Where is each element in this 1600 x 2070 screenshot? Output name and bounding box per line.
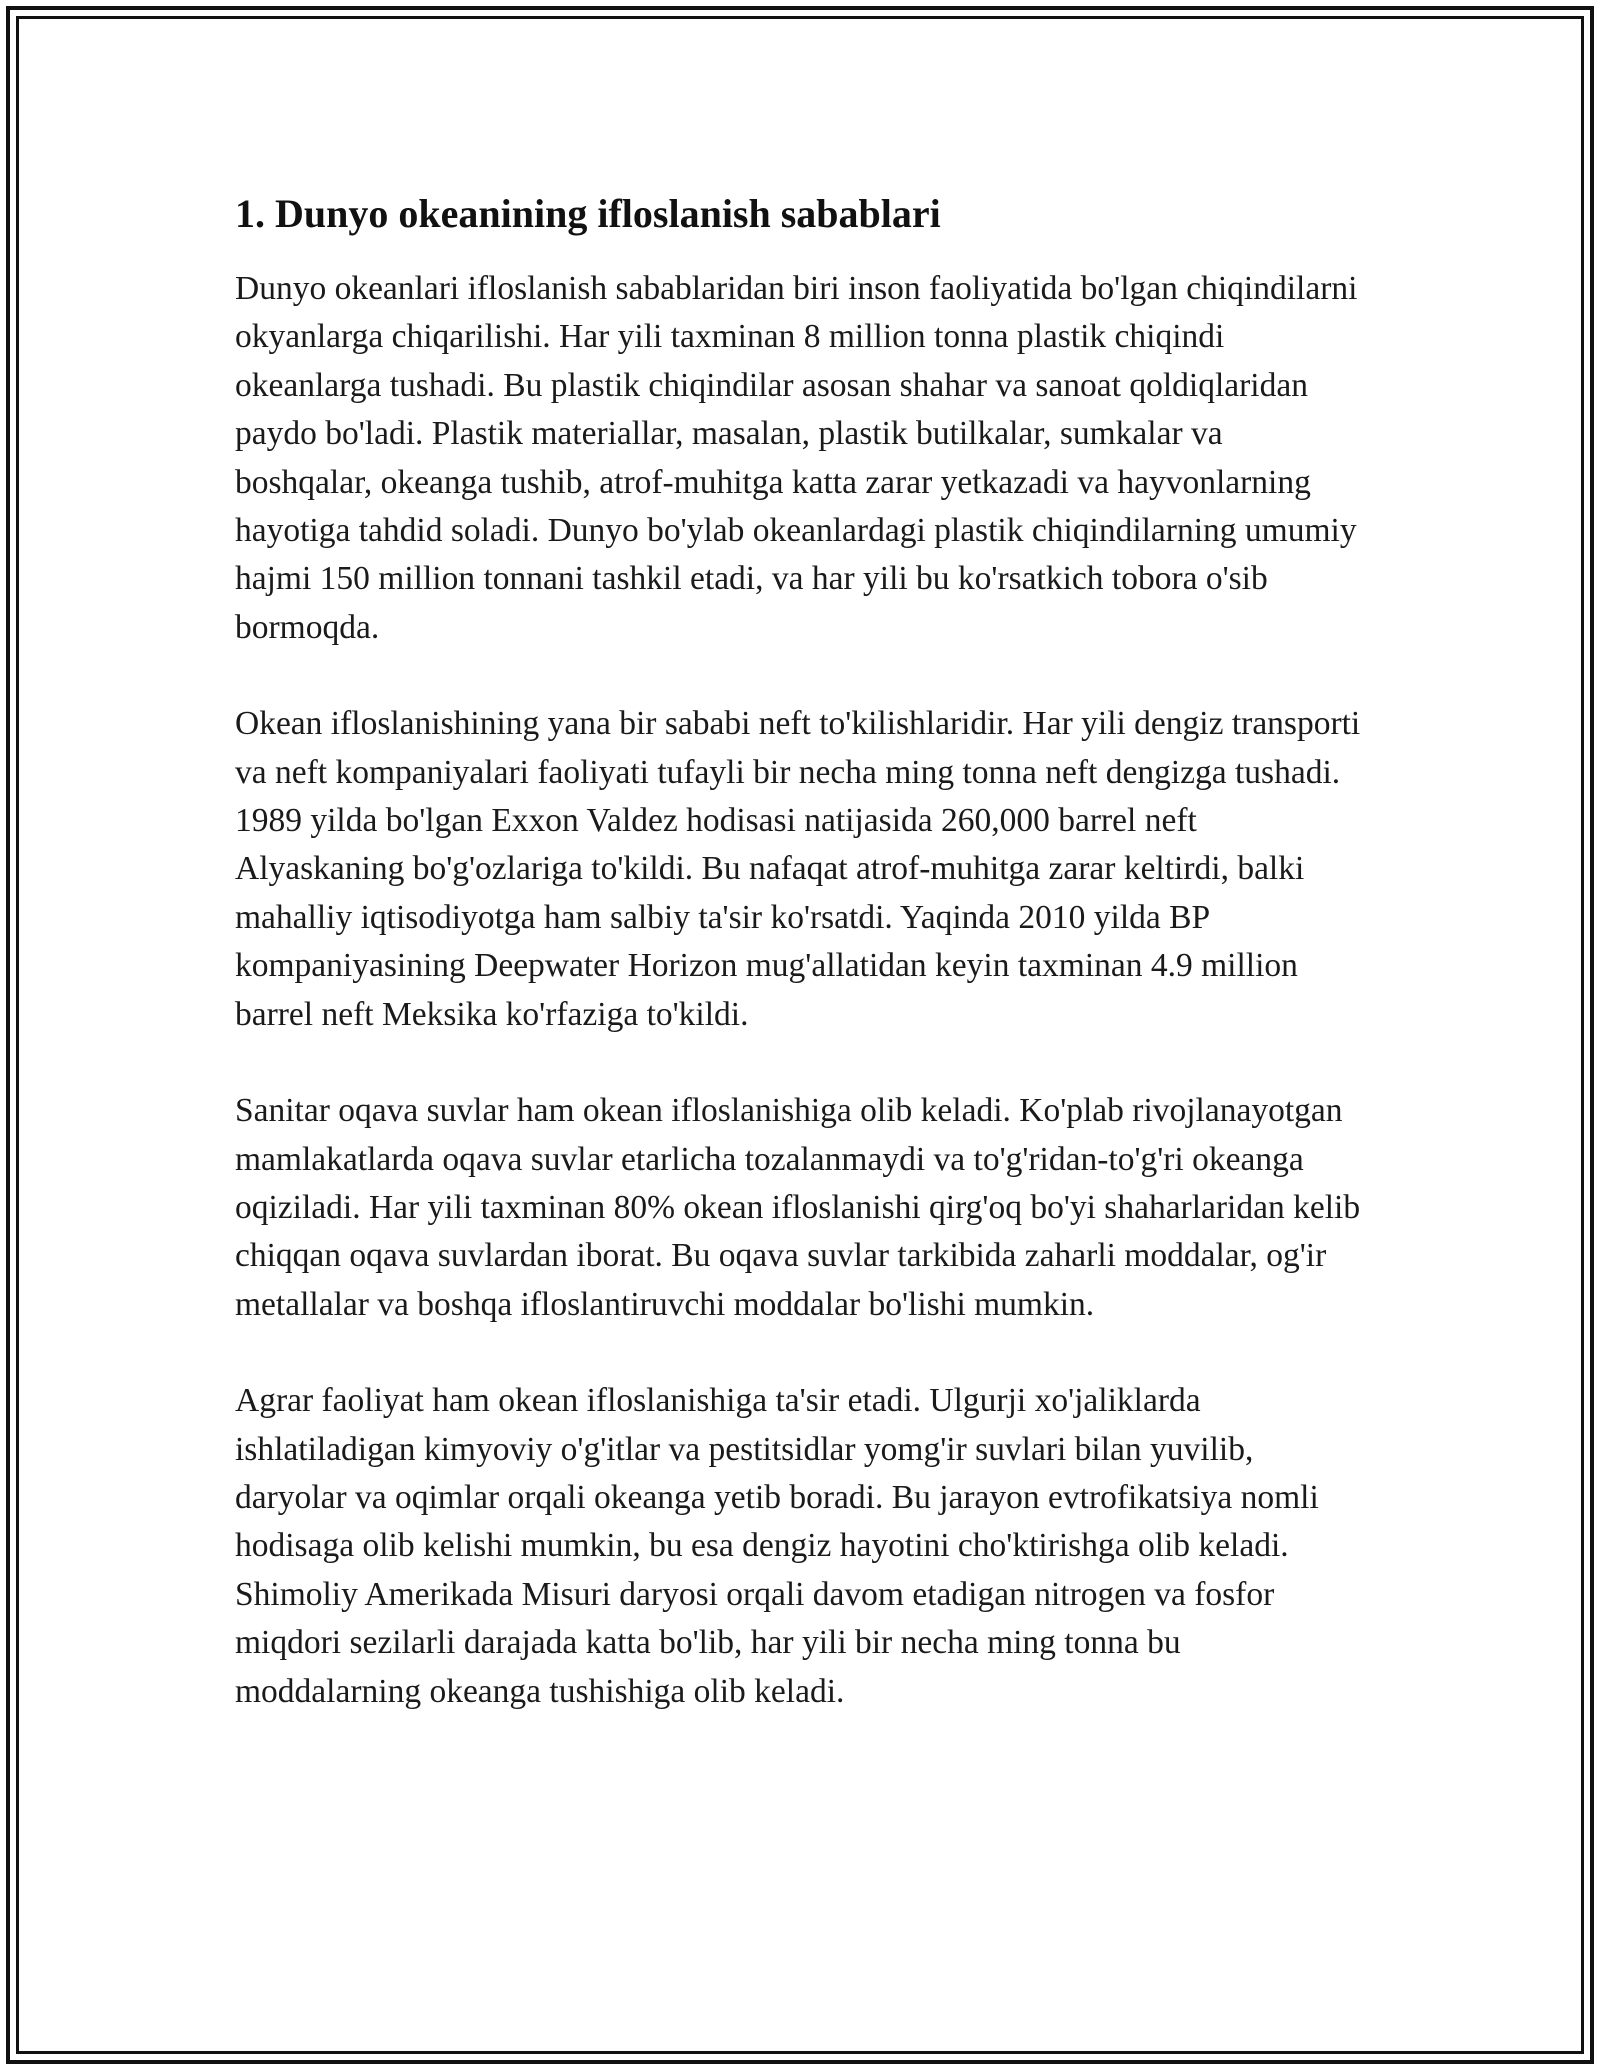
paragraph-agriculture: Agrar faoliyat ham okean ifloslanishiga ta'sir etadi. Ulgurji xo'jaliklarda ishlatiladigan kimyoviy o'g'itlar va pestitsidlar yomg'ir suvlari bilan yuvilib, daryolar va oqimlar orqali okeanga yetib boradi. Bu jarayon evtrofikatsiya nomli hodisaga olib kelishi mumkin, bu esa dengiz hayotini cho'ktirishga olib keladi. Shimoliy Amerikada Misuri daryosi orqali davom etadigan nitrogen va fosfor miqdori sezilarli darajada katta bo'lib, har yili bir necha ming tonna bu moddalarning okeanga tushishiga olib keladi. <box>235 1382 1319 1710</box>
paragraph-plastic-waste: Dunyo okeanlari ifloslanish sabablaridan biri inson faoliyatida bo'lgan chiqindilarni okyanlarga chiqarilishi. Har yili taxminan 8 million tonna plastik chiqindi okeanlarga tushadi. Bu plastik chiqindilar asosan shahar va sanoat qoldiqlaridan paydo bo'ladi. Plastik materiallar, masalan, plastik butilkalar, sumkalar va boshqalar, okeanga tushib, atrof-muhitga katta zarar yetkazadi va hayvonlarning hayotiga tahdid soladi. Dunyo bo'ylab okeanlardagi plastik chiqindilarning umumiy hajmi 150 million tonnani tashkil etadi, va har yili bu ko'rsatkich tobora o'sib bormoqda. <box>235 270 1358 646</box>
document-body <box>235 185 1365 1764</box>
section-heading: 1. Dunyo okeanining ifloslanish sabablari <box>235 191 941 236</box>
paragraph-sewage: Sanitar oqava suvlar ham okean ifloslanishiga olib keladi. Ko'plab rivojlanayotgan mamlakatlarda oqava suvlar etarlicha tozalanmaydi va to'g'ridan-to'g'ri okeanga oqiziladi. Har yili taxminan 80% okean ifloslanishi qirg'oq bo'yi shaharlaridan kelib chiqqan oqava suvlardan iborat. Bu oqava suvlar tarkibida zaharli moddalar, og'ir metallalar va boshqa ifloslantiruvchi moddalar bo'lishi mumkin. <box>235 1092 1361 1323</box>
paragraph-oil-spills: Okean ifloslanishining yana bir sababi neft to'kilishlaridir. Har yili dengiz transporti va neft kompaniyalari faoliyati tufayli bir necha ming tonna neft dengizga tushadi. 1989 yilda bo'lgan Exxon Valdez hodisasi natijasida 260,000 barrel neft Alyaskaning bo'g'ozlariga to'kildi. Bu nafaqat atrof-muhitga zarar keltirdi, balki mahalliy iqtisodiyotga ham salbiy ta'sir ko'rsatdi. Yaqinda 2010 yilda BP kompaniyasining Deepwater Horizon mug'allatidan keyin taxminan 4.9 million barrel neft Meksika ko'rfaziga to'kildi. <box>235 705 1361 1033</box>
